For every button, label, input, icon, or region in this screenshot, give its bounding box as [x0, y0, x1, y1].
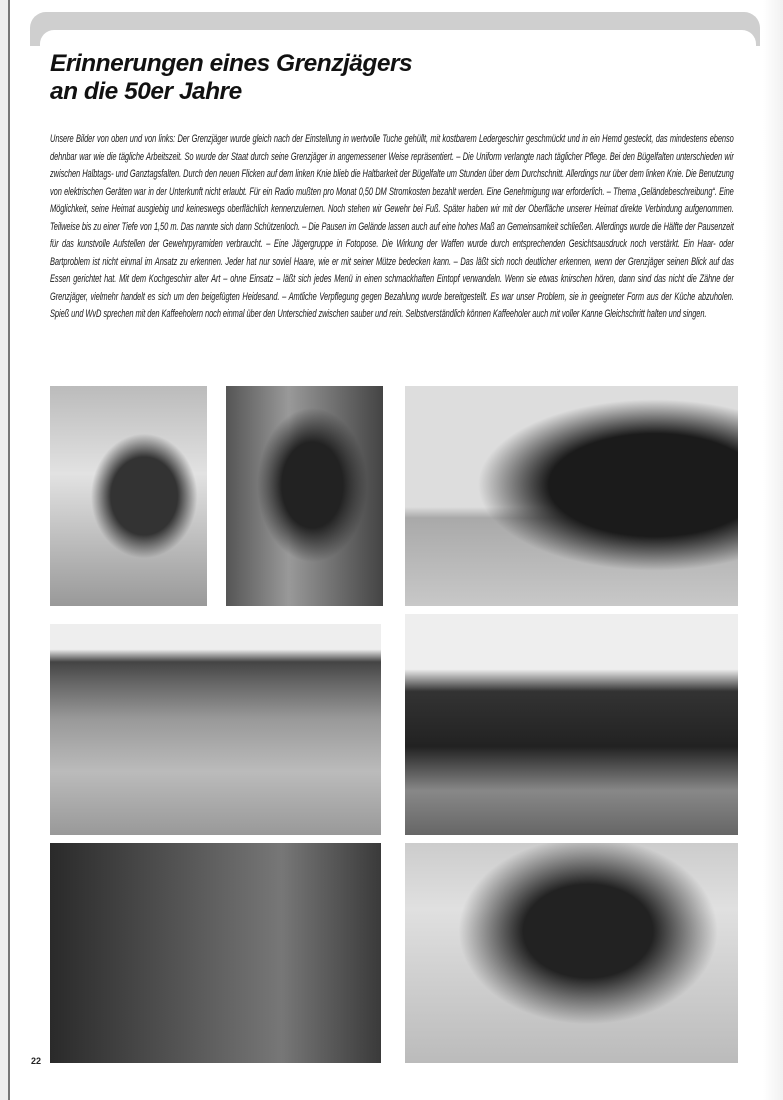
- photo-guard-portrait: [50, 386, 207, 606]
- page-edge: [8, 0, 10, 1100]
- photo-group-pose: [405, 614, 738, 835]
- page-number: 22: [31, 1056, 42, 1066]
- article-body: Unsere Bilder von oben und von links: Der Grenzjäger wurde gleich nach der Einstellung in wertvolle Tuche gehüllt, mit kostbarem Ledergeschirr geschmückt und in ein Hemd gesteckt, das mindestens ebenso dehnbar war wie die tägliche Arbeitszeit. So wurde der Staat durch seine Grenzjäger in angemessener Weise repräsentiert. – Die Uniform verlangte nach täglicher Pflege. Bei den Bügelfalten unterschieden wir zwischen Halbtags- und Ganztagsfalten. Durch den neuen Flicken auf dem linken Knie blieb die Haltbarkeit der Bügelfalte um Stunden über dem Durchschnitt. Allerdings nur über dem linken Knie. Die Benutzung von elektrischen Geräten war in der Unterkunft nicht erlaubt. Für ein Radio mußten pro Monat 0,50 DM Stromkosten bezahlt werden. Eine Genehmigung war erforderlich. – Thema „Geländebeschreibung“. Eine Möglichkeit, seine Heimat ausgiebig und keineswegs oberflächlich kennenzulernen. Noch stehen wir Gewehr bei Fuß. Später haben wir mit der Oberfläche unserer Heimat direkte Verbindung aufgenommen. Teilweise bis zu einer Tiefe von 1,50 m. Das nannte sich dann Schützenloch. – Die Pausen im Gelände lassen auch auf eine hohes Maß an Gemeinsamkeit schließen. Allerdings wurde die Hälfte der Pausenzeit für das kunstvolle Aufstellen der Gewehrpyramiden verbraucht. – Eine Jägergruppe in Fotopose. Die Wirkung der Waffen wurde durch entsprechenden Gesichtsausdruck noch verstärkt. Ein Haar- oder Bartproblem ist nicht einmal im Ansatz zu erkennen. Jeder hat nur soviel Haare, wie er mit seiner Mütze bedecken kann. – Das läßt sich noch deutlicher erkennen, wenn der Grenzjäger seinen Blick auf das Essen gerichtet hat. Mit dem Kochgeschirr alter Art – ohne Einsatz – läßt sich jedes Menü in einen schmackhaften Eintopf verwandeln. Wenn sie etwas knirschen hören, dann sind das nicht die Zähne der Grenzjäger, vielmehr handelt es sich um den beigefügten Heidesand. – Amtliche Verpflegung gegen Bezahlung wurde bereitgestellt. Es war unser Problem, sie in geeigneter Form aus der Küche abzuholen. Spieß und WvD sprechen mit den Kaffeeholern noch einmal über den Unterschied zwischen sauber und rein. Selbstverständlich können Kaffeeholer auch mit voller Kanne Gleichschritt halten und singen.: [50, 133, 734, 320]
- photo-field-rest: [50, 624, 381, 835]
- page-right-edge: [763, 0, 783, 1100]
- photo-formation-lineup: [405, 386, 738, 606]
- header-band-inner: [40, 30, 756, 50]
- article-title: [50, 50, 412, 106]
- title-line-2: an die 50er Jahre: [50, 78, 242, 105]
- photo-field-meal: [50, 843, 381, 1063]
- page-edge-shadow: [0, 0, 8, 1100]
- title-line-1: Erinnerungen eines Grenzjägers: [50, 50, 413, 77]
- photo-coffee-carriers: [405, 843, 738, 1063]
- photo-ironing-uniform: [226, 386, 383, 606]
